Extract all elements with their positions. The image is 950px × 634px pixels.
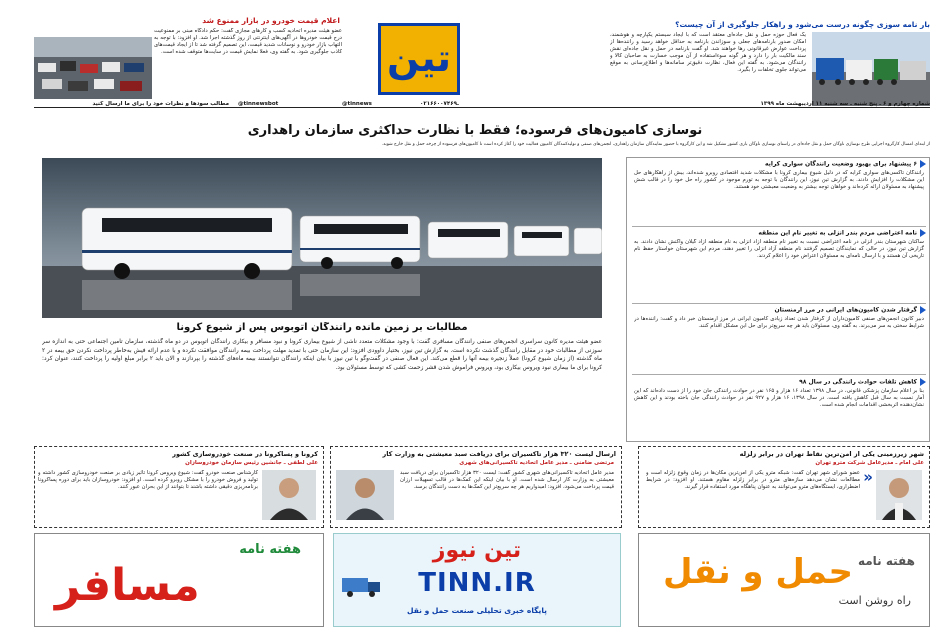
ad-haml-title: حمل و نقل	[663, 552, 854, 592]
truck-yard-photo	[812, 32, 930, 106]
side-divider-2	[632, 303, 926, 304]
bullet-arrow-icon	[920, 306, 926, 314]
main-lead: از ابتدای امسال کارگروه اجرایی طرح نوسازی ناوگان حمل و نقل جاده‌ای در راستای نوسازی ناوگان باری کشور تشکیل شد و این کارگروه با حضور نمایندگان سازمان راهداری، انجمن‌های صنفی و تولیدکنندگان کامیون فعالیت خود را آغاز کرده است تا کامیون‌های فرسوده از چرخه حمل و نقل خارج شوند.	[381, 142, 930, 147]
side-item-2-label: نامه اعتراضی مردم بندر انزلی به تغییر نام این منطقه	[758, 229, 917, 237]
avatar-automaker-official	[262, 470, 316, 520]
ad-tinn-news[interactable]	[333, 533, 621, 627]
bottom-box-right-body: عضو شورای شهر تهران گفت: شبکه مترو یکی از امن‌ترین مکان‌ها در زمان وقوع زلزله است و مطالعات نشان می‌دهد سازه‌های مترو در برابر زلزله مقاوم هستند. او افزود: در شرایط اضطراری، ایستگاه‌های مترو می‌توانند به عنوان پناهگاه مورد استفاده قرار گیرند.	[646, 470, 860, 490]
side-item-1-title[interactable]	[632, 160, 926, 168]
ad-mosafer-label: هفته نامه	[239, 542, 301, 557]
bottom-box-right-name: علی امام ـ مدیرعامل شرکت مترو تهران	[815, 460, 924, 466]
bottom-box-left-title[interactable]: کرونا و پسا‌کرونا در صنعت خودروسازی کشور	[172, 450, 318, 458]
bottom-box-right-title[interactable]: شهر زیر‌زمینی یکی از امن‌ترین نقاط تهران در برابر زلزله	[739, 450, 924, 458]
top-left-headline[interactable]: اعلام قیمت خودرو در بازار ممنوع شد	[202, 16, 340, 25]
bus-terminal-photo	[42, 158, 602, 318]
ad-haml-o-naql[interactable]	[638, 533, 930, 627]
ad-tinn-url: TINN.IR	[418, 568, 536, 598]
side-item-3-body: دبیر کانون انجمن‌های صنفی کامیون‌داران از گرفتار شدن تعداد زیادی کامیون ایرانی در مرز ارمنستان خبر داد و گفت: راننده‌ها در شرایط سختی به سر می‌برند. به گفته وی، مسئولان باید هر چه سریع‌تر برای حل این مشکل اقدام کنند.	[634, 316, 924, 329]
bottom-box-left-name: علی لطفی ـ جانشین رئیس سازمان خودروسازان	[185, 460, 318, 466]
side-item-4-body: بنا بر اعلام سازمان پزشکی قانونی، در سال ۱۳۹۸ تعداد ۱۶ هزار و ۱۶۵ نفر در حوادث رانندگی جان خود را از دست داده‌اند که این آمار نسبت به سال قبل کاهش یافته است. در سال ۱۳۹۸، ۱۶ هزار و ۹۲۷ نفر در حوادث رانندگی جان باخته بودند و این کاهش نشان‌دهنده اثربخشی اقدامات انجام شده است.	[634, 388, 924, 408]
avatar-taxi-union-ceo	[336, 470, 394, 520]
side-item-4-title[interactable]	[632, 378, 926, 386]
telegram-handle[interactable]: @tinnews	[342, 101, 372, 107]
car-market-photo	[34, 37, 152, 99]
side-item-4-label: کاهش تلفات حوادث رانندگی در سال ۹۸	[799, 378, 917, 386]
side-divider-1	[632, 226, 926, 227]
side-divider-3	[632, 374, 926, 375]
top-left-body: عضو هیئت مدیره اتحادیه کسب و کارهای مجازی گفت: حکم دادگاه مبنی بر ممنوعیت درج قیمت خودروها در آگهی‌های اینترنتی از روز گذشته اجرا شد. او افزود: با توجه به التهاب بازار خودرو و نوسانات شدید قیمت، این تصمیم گرفته شد تا از ایجاد قیمت‌های کاذب جلوگیری شود. به گفته وی، فعلا نمایش قیمت در سایت‌ها متوقف شده است.	[154, 28, 342, 55]
side-item-2-body: ساکنان شهرستان بندر انزلی در نامه اعتراضی نسبت به تغییر نام منطقه آزاد انزلی به نام منطقه آزاد گیلان واکنش نشان دادند. به گزارش تین نیوز، در حالی که نمایندگان تصمیم گرفتند نام منطقه آزاد انزلی را تغییر دهند، مردم این شهرستان خواستار حفظ نام تاریخی آن هستند و با ارسال نامه‌ای به مسئولان اعتراض خود را اعلام کردند.	[634, 239, 924, 259]
bullet-arrow-icon	[920, 160, 926, 168]
ad-haml-label: هفته نامه	[857, 554, 915, 568]
masthead-logo	[378, 23, 460, 95]
bottom-box-left-body: کارشناس صنعت خودرو گفت: شیوع ویروس کرونا تاثیر زیادی بر صنعت خودروسازی کشور داشته و تولید و فروش خودرو را با مشکل روبرو کرده است. او افزود: خودروسازان باید برای دوره پساکرونا برنامه‌ریزی دقیقی داشته باشند تا بتوانند از این بحران عبور کنند.	[38, 470, 258, 490]
bus-article-headline[interactable]: مطالبات بر زمین مانده رانندگان اتوبوس پس از شیوع کرونا	[176, 322, 468, 333]
masthead-rule	[34, 107, 930, 108]
bottom-box-middle-name: مرتضی ضامنی ـ مدیر عامل اتحادیه تاکسیرانی‌های شهری	[459, 460, 614, 466]
side-item-2-title[interactable]	[632, 229, 926, 237]
truck-illustration-icon	[342, 574, 382, 598]
bus-article-body: عضو هیئت مدیره کانون سراسری انجمن‌های صنفی رانندگان مسافری گفت: با وجود مشکلات متعدد ناشی از شیوع بیماری کرونا و نبود مسافر و بیکاری رانندگان اتوبوس در دو ماه گذشته، سازمان تامین اجتماعی حتی به اندازه سر سوزنی از مطالبات خود در مقابل رانندگان گذشت نکرده است. به گزارش تین نیوز، بختیار داوودی افزود: این سازمان حتی با تمدید مهلت پرداخت بیمه رانندگان موافقت نکرده و با عدم ارائه فیش به‌خاطر پرداخت نکردن حق بیمه در ۲ ماه گذشته (از زمان شیوع کرونا) عملاً زنجیره بیمه آنها را قطع می‌کند. این فعال صنفی در گفت‌وگو با تین نیوز با بیان اینکه رانندگان نتوانستند بیمه ماه‌های گذشته را بپردازند و الان باید ۲ برابر مبلغ اولیه را پرداخت کنند، عنوان کرد: کرونا برای ما بیماری نبود ویروس بیکاری بود، ویروس فراموش شدن قشر زحمت کشی که توسط مسئولان بود.	[42, 339, 602, 371]
side-item-1-body: رانندگان تاکسی‌های سواری کرایه که در دلیل شیوع بیماری کرونا با مشکلات شدید اقتصادی روبرو شده‌اند، بیش از راهکارهای حل این مشکلات را افزایش دادند. به گزارش تین نیوز، این رانندگان با توجه به تورم موجود در کشور راه حل خود را در قالب شش پیشنهاد به مسئولان ارائه کرده‌اند و خواهان توجه بیشتر به وضعیت معیشتی خود هستند.	[634, 170, 924, 190]
side-item-3-label: گرفتار شدن کامیون‌های ایرانی در مرز ارمنستان	[774, 306, 917, 314]
bottom-box-middle-body: مدیر عامل اتحادیه تاکسیرانی‌های شهری کشور گفت: لیست ۳۲۰ هزار تاکسیران برای دریافت سبد معیشتی به وزارت کار ارسال شده است. او با بیان اینکه این کمک‌ها در قالب تسهیلات ارزان قیمت پرداخت می‌شود، افزود: امیدواریم هر چه سریع‌تر این کمک‌ها به دست رانندگان برسد.	[400, 470, 614, 490]
bot-handle[interactable]: @tinnewsbot	[238, 101, 279, 107]
ad-mosafer-title: مسافر	[55, 560, 200, 611]
bullet-arrow-icon	[920, 378, 926, 386]
avatar-metro-ceo	[876, 470, 922, 520]
issue-line: شماره چهارم و ۶ ـ پنج شنبه ـ سه شنبه ۱۱ اردیبهشت ماه ۱۳۹۹	[760, 101, 930, 107]
main-title[interactable]: نوسازی کامیون‌های فرسوده؛ فقط با نظارت حداکثری سازمان راهداری	[247, 123, 703, 138]
top-right-body: یک فعال حوزه حمل و نقل جاده‌ای معتقد است که با ایجاد سیستم یکپارچه و هوشمند، امکان صدور بارنامه‌های جعلی و سوزاندن بارنامه به حداقل خواهد رسید و راننده‌ها از پرداخت عوارض غیرقانونی رها خواهند شد. او گفت بارنامه در حمل و نقل جاده‌ای نقش سند مالکیت بار را دارد و هر گونه سوء‌استفاده از آن موجب خسارت به صاحبان کالا و رانندگان می‌شود. به گفته این فعال، نظارت دقیق‌تر سامانه‌ها و اطلاع‌رسانی به موقع می‌تواند جلوی تخلفات را بگیرد.	[610, 32, 806, 73]
quote-open-icon: «	[863, 468, 873, 486]
contribute-link[interactable]: مطالب سودها و نظرات خود را برای ما ارسال کنید	[92, 101, 229, 107]
ad-haml-tagline: راه روشن است	[838, 594, 911, 607]
side-item-1-label: ۶ پیشنهاد برای بهبود وضعیت رانندگان سواری کرایه	[765, 160, 917, 168]
ad-tinn-title: تین نیوز	[432, 538, 522, 563]
top-right-headline[interactable]: بار نامه سوزی چگونه درست می‌شود و راهکار جلوگیری از آن چیست؟	[675, 20, 930, 29]
bottom-box-middle-title[interactable]: ارسال لیست ۳۲۰ هزار تاکسیران برای دریافت سبد معیشتی به وزارت کار	[382, 450, 616, 458]
phone-number: ۰۲۱ـ۶۶۰۰۷۴۶۹	[420, 101, 459, 107]
side-item-3-title[interactable]	[632, 306, 926, 314]
bullet-arrow-icon	[920, 229, 926, 237]
logo-text: تین	[387, 36, 451, 80]
ad-tinn-tagline: پایگاه خبری تحلیلی صنعت حمل و نقل	[407, 606, 547, 615]
ad-mosafer[interactable]	[34, 533, 324, 627]
